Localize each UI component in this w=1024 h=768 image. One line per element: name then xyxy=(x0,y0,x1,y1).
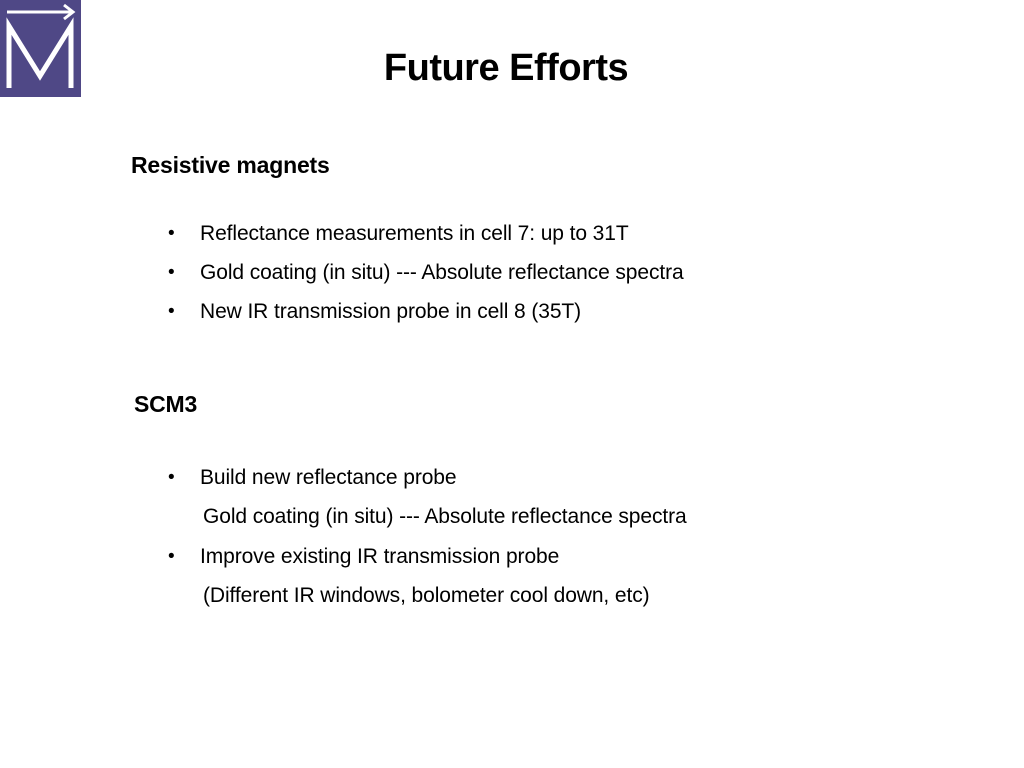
list-subitem: Gold coating (in situ) --- Absolute reflectance spectra xyxy=(203,505,687,528)
list-item: New IR transmission probe in cell 8 (35T) xyxy=(200,300,582,323)
section-heading-scm3: SCM3 xyxy=(134,391,198,417)
bullet-marker: • xyxy=(168,262,175,283)
slide-title: Future Efforts xyxy=(383,47,629,89)
bullet-marker: • xyxy=(168,546,175,567)
list-item: Build new reflectance probe xyxy=(200,466,457,489)
bullet-marker: • xyxy=(168,467,175,488)
list-subitem: (Different IR windows, bolometer cool down, etc) xyxy=(203,584,650,607)
list-item: Improve existing IR transmission probe xyxy=(200,545,560,568)
list-item: Reflectance measurements in cell 7: up to 31T xyxy=(200,222,629,245)
bullet-marker: • xyxy=(168,223,175,244)
bullet-marker: • xyxy=(168,301,175,322)
section-heading-resistive-magnets: Resistive magnets xyxy=(131,152,330,178)
list-item: Gold coating (in situ) --- Absolute reflectance spectra xyxy=(200,261,684,284)
